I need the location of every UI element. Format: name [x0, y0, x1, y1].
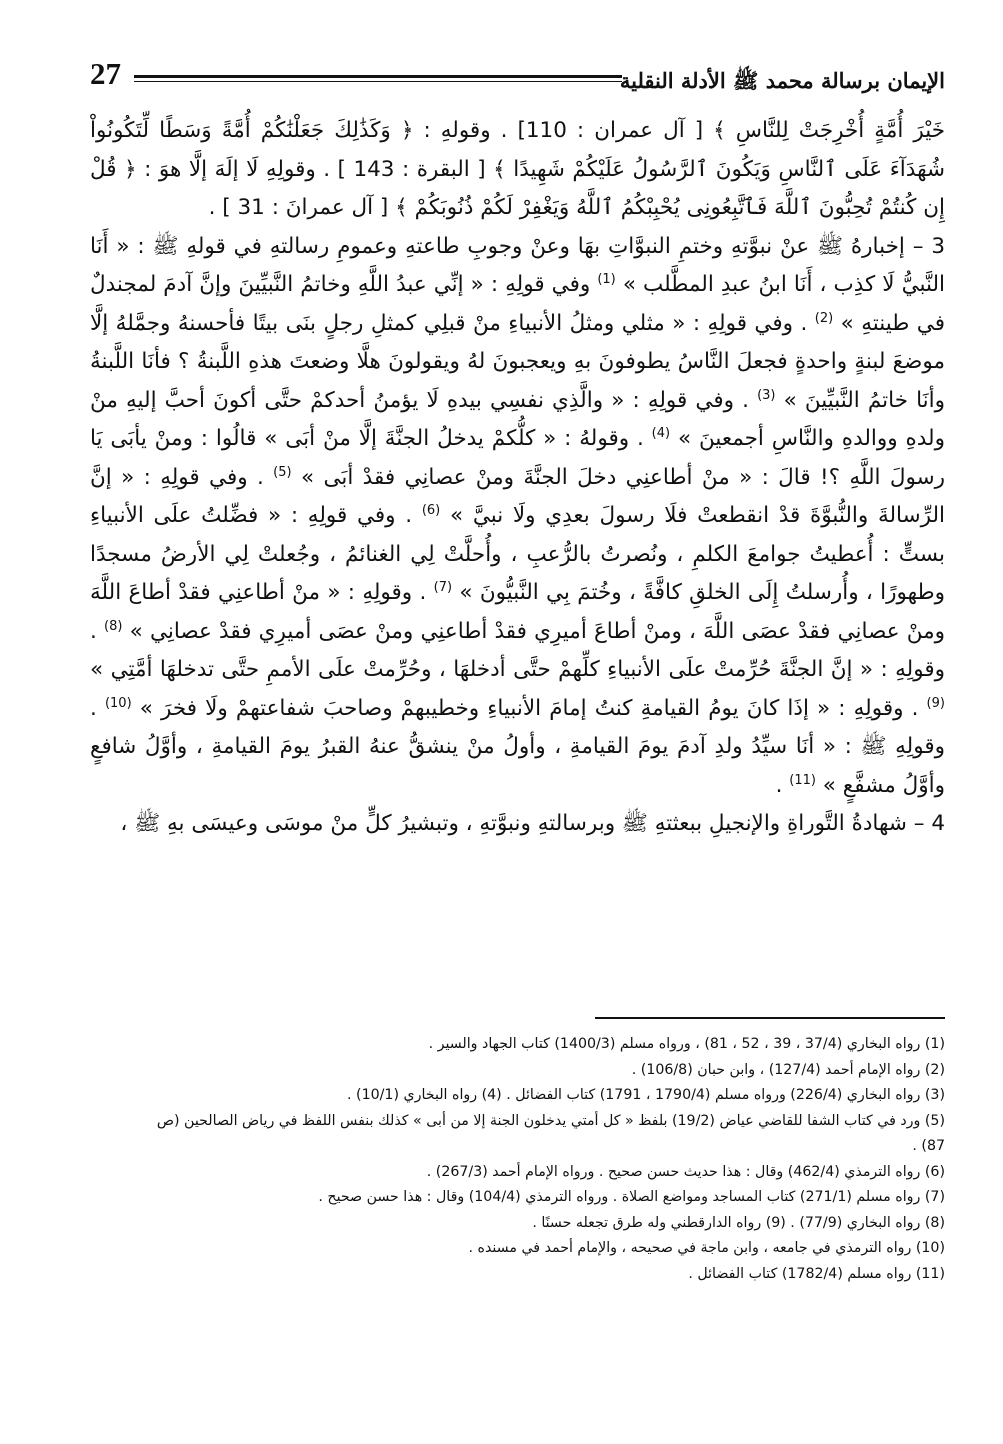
footnote: (8) رواه البخاري (77/9) . (9) رواه الدارقطني وله طرق تجعله حسنًا . [532, 1214, 945, 1231]
footnote: (6) رواه الترمذي (462/4) وقال : هذا حديث حسن صحيح . ورواه الإمام أحمد (267/3) . [426, 1163, 945, 1180]
footnote: (1) رواه البخاري (37/4 ، 39 ، 52 ، 81) ، ورواه مسلم (1400/3) كتاب الجهاد والسير . [428, 1036, 945, 1052]
footnote: (11) رواه مسلم (1782/4) كتاب الفضائل . [688, 1265, 945, 1282]
footnote-ref[interactable]: (11) [789, 772, 816, 788]
footnote-ref[interactable]: (10) [104, 695, 132, 711]
header-rule [134, 75, 622, 78]
footnote-ref[interactable]: (4) [651, 425, 671, 441]
footnote-ref[interactable]: (5) [273, 464, 292, 480]
footnote: (2) رواه الإمام أحمد (127/4) ، وابن حبان (106/8) . [631, 1061, 945, 1078]
footnotes [140, 1032, 945, 1287]
footnote: (7) رواه مسلم (271/1) كتاب المساجد ومواضع الصلاة . ورواه الترمذي (104/4) وقال : هذا حسن صحيح . [318, 1189, 945, 1205]
header-rule-thin [134, 81, 622, 82]
paragraph-prophethood: 3 – إخبارهُ ﷺ عنْ نبوَّتهِ وختمِ النبوَّاتِ بهَا وعنْ وجوبِ طاعتهِ وعمومِ رسالتهِ في قولهِ ﷺ : « أَنَا النَّبيُّ لَا كذِب ، أَنَا ابنُ عبدِ المطَّلب » $^{(1)}$ وفي قولِهِ : « إنِّي عبدُ اللَّهِ وخاتمُ النَّبيِّينَ وإنَّ آدمَ لمجندلٌ في طينتهِ » $^{(2)}$ . وفي قولِهِ : « مثلي ومثلُ الأنبياءِ منْ قبلِي كمثلِ رجلٍ بنَى بيتًا فأحسنهُ وجمَّلهُ إلَّا موضعَ لبنةٍ واحدةٍ فجعلَ النَّاسُ يطوفونَ بهِ ويعجبونَ لهُ ويقولونَ هلَّا وضعتَ هذهِ اللَّبنةُ ؟ فأنَا اللَّبنةُ وأنَا خاتمُ النَّبيِّينَ » $^{(3)}$ . وفي قولِهِ : « والَّذِي نفسِي بيدهِ لَا يؤمنُ أحدكمْ حتَّى أكونَ أحبَّ إليهِ منْ ولدهِ ووالدهِ والنَّاسِ أجمعينَ » $^{(4)}$ . وقولهُ : « كلُّكمْ يدخلُ الجنَّةَ إلَّا منْ أبَى » قالُوا : ومنْ يأبَى يَا رسولَ اللَّهِ ؟! قالَ : « منْ أطاعنِي دخلَ الجنَّةَ ومنْ عصانِي فقدْ أبَى » $^{(5)}$ . وفي قولِهِ : « إنَّ الرِّسالةَ والنُّبوَّةَ قدْ انقطعتْ فلَا رسولَ بعدِي ولَا نبيَّ » $^{(6)}$ . وفي قولِهِ : « فضِّلتُ علَى الأنبياءِ بستٍّ : أُعطيتُ جوامعَ الكلمِ ، ونُصرتُ بالرُّعبِ ، وأُحلَّتْ لِي الغنائمُ ، وجُعلتْ لِي الأرضُ مسجدًا وطهورًا ، وأُرسلتُ إِلَى الخلقِ كافَّةً ، وخُتمَ بِي النَّبيُّونَ » $^{(7)}$ . وقولِهِ : « منْ أطاعنِي فقدْ أطاعَ اللَّهَ ومنْ عصانِي فقدْ عصَى اللَّهَ ، ومنْ أطاعَ أميرِي فقدْ أطاعنِي ومنْ عصَى أميرِي فقدْ عصانِي » $^{(8)}$ . وقولِهِ : « إنَّ الجنَّةَ حُرِّمتْ علَى الأنبياءِ كلِّهمْ حتَّى أدخلهَا ، وحُرِّمتْ علَى الأممِ حتَّى تدخلهَا أمَّتِي » $^{(9)}$ . وقولِهِ : « إذَا كانَ يومُ القيامةِ كنتُ إمامَ الأنبياءِ وخطيبهمْ وصاحبَ شفاعتهمْ ولَا فخرَ » $^{(10)}$ . وقولِهِ ﷺ : « أنَا سيِّدُ ولدِ آدمَ يومَ القيامةِ ، وأولُ منْ ينشقُّ عنهُ القبرُ يومَ القيامةِ ، وأوَّلُ شافعٍ وأوَّلُ مشفَّعٍ » $^{(11)}$ . [90, 233, 946, 798]
main-text [90, 112, 945, 844]
page-number: 27 [90, 56, 121, 91]
footnote-ref[interactable]: (2) [814, 310, 834, 326]
footnote-ref[interactable]: (3) [757, 387, 776, 403]
page-header [90, 56, 945, 98]
footnote: (10) رواه الترمذي في جامعه ، وابن ماجة في صحيحه ، والإمام أحمد في مسنده . [468, 1240, 945, 1256]
footnote-ref[interactable]: (1) [597, 271, 616, 287]
footnote: (5) ورد في كتاب الشفا للقاضي عياض (19/2) بلفظ « كل أمتي يدخلون الجنة إلا من أبى » كذلك بنفس اللفظ في رياض الصالحين (ص 87) . [156, 1112, 945, 1154]
footnote: (3) رواه البخاري (226/4) ورواه مسلم (1790/4 ، 1791) كتاب الفضائل . (4) رواه البخاري (10/1) . [347, 1087, 945, 1103]
footnote-ref[interactable]: (9) [926, 695, 945, 711]
footnote-separator [595, 1017, 945, 1019]
paragraph-torah-gospel: 4 – شهادةُ التَّوراةِ والإنجيلِ ببعثتهِ ﷺ وبرسالتهِ ونبوَّتهِ ، وتبشيرُ كلٍّ منْ موسَى وعيسَى بهِ ﷺ ، [120, 811, 945, 836]
footnote-ref[interactable]: (8) [104, 618, 123, 634]
footnote-ref[interactable]: (7) [433, 579, 453, 595]
footnote-ref[interactable]: (6) [421, 502, 441, 518]
paragraph-quran-verses: خَيْرَ أُمَّةٍ أُخْرِجَتْ لِلنَّاسِ ﴾ [ آل عمران : 110] . وقولهِ : ﴿ وَكَذَٰلِكَ جَعَلْنَٰكُمْ أُمَّةً وَسَطًا لِّتَكُونُواْ شُهَدَآءَ عَلَى ٱلنَّاسِ وَيَكُونَ ٱلرَّسُولُ عَلَيْكُمْ شَهِيدًا ﴾ [ البقرة : 143 ] . وقولِهِ لَا إلَهَ إلَّا هوَ : ﴿ قُلْ إِن كُنتُمْ تُحِبُّونَ ٱللَّهَ فَٱتَّبِعُونِى يُحْبِبْكُمُ ٱللَّهُ وَيَغْفِرْ لَكُمْ ذُنُوبَكُمْ ﴾ [ آل عمرانَ : 31 ] . [90, 118, 945, 220]
running-title: الإيمان برسالة محمد ﷺ الأدلة النقلية [619, 68, 945, 93]
